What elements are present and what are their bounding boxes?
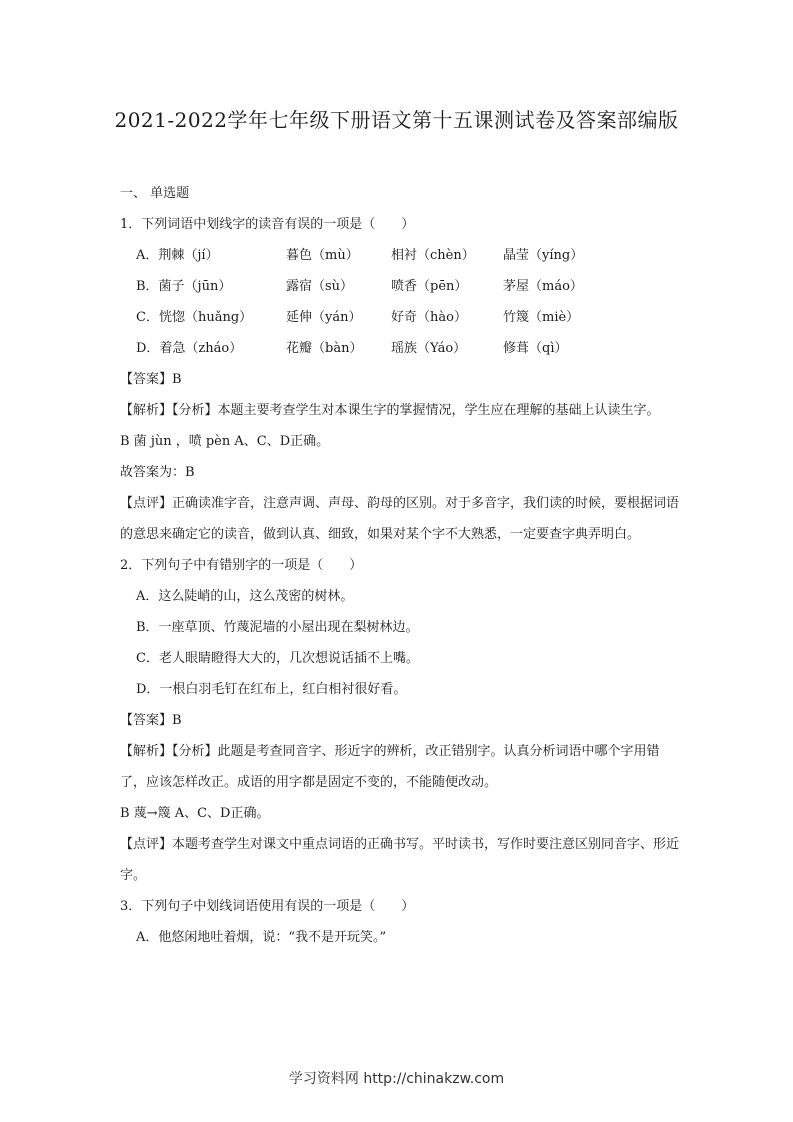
footer-watermark-link[interactable]: 学习资料网 http://chinakzw.com xyxy=(288,1071,505,1087)
option-word: D．着急（zháo） xyxy=(136,341,243,356)
question-1-detail: B 菌 jùn ，喷 pèn A、C、D正确。 xyxy=(120,434,330,449)
option-word: 晶莹（yíng） xyxy=(503,248,584,263)
question-1-conclusion: 故答案为：B xyxy=(120,465,195,480)
option-word: B．菌子（jūn） xyxy=(136,279,232,294)
option-word: 茅屋（máo） xyxy=(503,279,583,294)
option-word: 竹篾（miè） xyxy=(503,310,580,325)
question-2-comment: 【点评】本题考查学生对课文中重点词语的正确书写。平时读书，写作时要注意区别同音字、形近字。 xyxy=(120,837,680,883)
option-word: 暮色（mù） xyxy=(286,248,359,263)
option-word: 喷香（pēn） xyxy=(391,279,468,294)
question-3-option-a: A．他悠闲地吐着烟，说：“我不是开玩笑。” xyxy=(136,930,387,945)
question-1-option-row-c xyxy=(120,302,680,333)
option-word: 好奇（hào） xyxy=(391,310,467,325)
question-1-analysis: 【解析】【分析】本题主要考查学生对本课生字的掌握情况，学生应在理解的基础上认读生字。 xyxy=(120,403,660,418)
option-word: 瑶族（Yáo） xyxy=(391,341,467,356)
question-2-option-b: B．一座草顶、竹蔑泥墙的小屋出现在梨树林边。 xyxy=(136,620,419,635)
document-title: 2021-2022学年七年级下册语文第十五课测试卷及答案部编版 xyxy=(114,108,679,132)
question-2-answer: 【答案】B xyxy=(120,713,182,728)
section-heading: 一、 单选题 xyxy=(120,186,190,201)
question-1-comment: 【点评】正确读准字音，注意声调、声母、韵母的区别。对于多音字，我们读的时候，要根据词语的意思来确定它的读音，做到认真、细致，如果对某个字不大熟悉，一定要查字典弄明白。 xyxy=(120,496,680,542)
option-word: 花瓣（bàn） xyxy=(286,341,363,356)
question-2-detail: B 蔑→篾 A、C、D正确。 xyxy=(120,806,270,821)
option-word: C．恍惚（huǎng） xyxy=(136,310,253,325)
option-word: 修葺（qì） xyxy=(503,341,568,356)
question-1-stem: 1．下列词语中划线字的读音有误的一项是（ ） xyxy=(120,217,415,232)
option-word: 露宿（sù） xyxy=(286,279,354,294)
question-1-option-row-b xyxy=(120,271,680,302)
question-2-option-c: C．老人眼睛瞪得大大的，几次想说话插不上嘴。 xyxy=(136,651,419,666)
question-1-option-row-d xyxy=(120,333,680,364)
question-2-option-d: D．一根白羽毛钉在红布上，红白相衬很好看。 xyxy=(136,682,407,697)
question-1-answer: 【答案】B xyxy=(120,372,182,387)
question-2-analysis: 【解析】【分析】此题是考查同音字、形近字的辨析，改正错别字。认真分析词语中哪个字用错了，应该怎样改正。成语的用字都是固定不变的，不能随便改动。 xyxy=(120,744,660,790)
option-word: A．荆棘（jí） xyxy=(136,248,219,263)
question-1-option-row-a xyxy=(120,240,680,271)
option-word: 相衬（chèn） xyxy=(391,248,475,263)
question-2-stem: 2．下列句子中有错别字的一项是（ ） xyxy=(120,558,363,573)
question-2-option-a: A．这么陡峭的山，这么茂密的树林。 xyxy=(136,589,354,604)
option-word: 延伸（yán） xyxy=(286,310,362,325)
question-3-stem: 3．下列句子中划线词语使用有误的一项是（ ） xyxy=(120,899,415,914)
document-body xyxy=(120,178,680,953)
